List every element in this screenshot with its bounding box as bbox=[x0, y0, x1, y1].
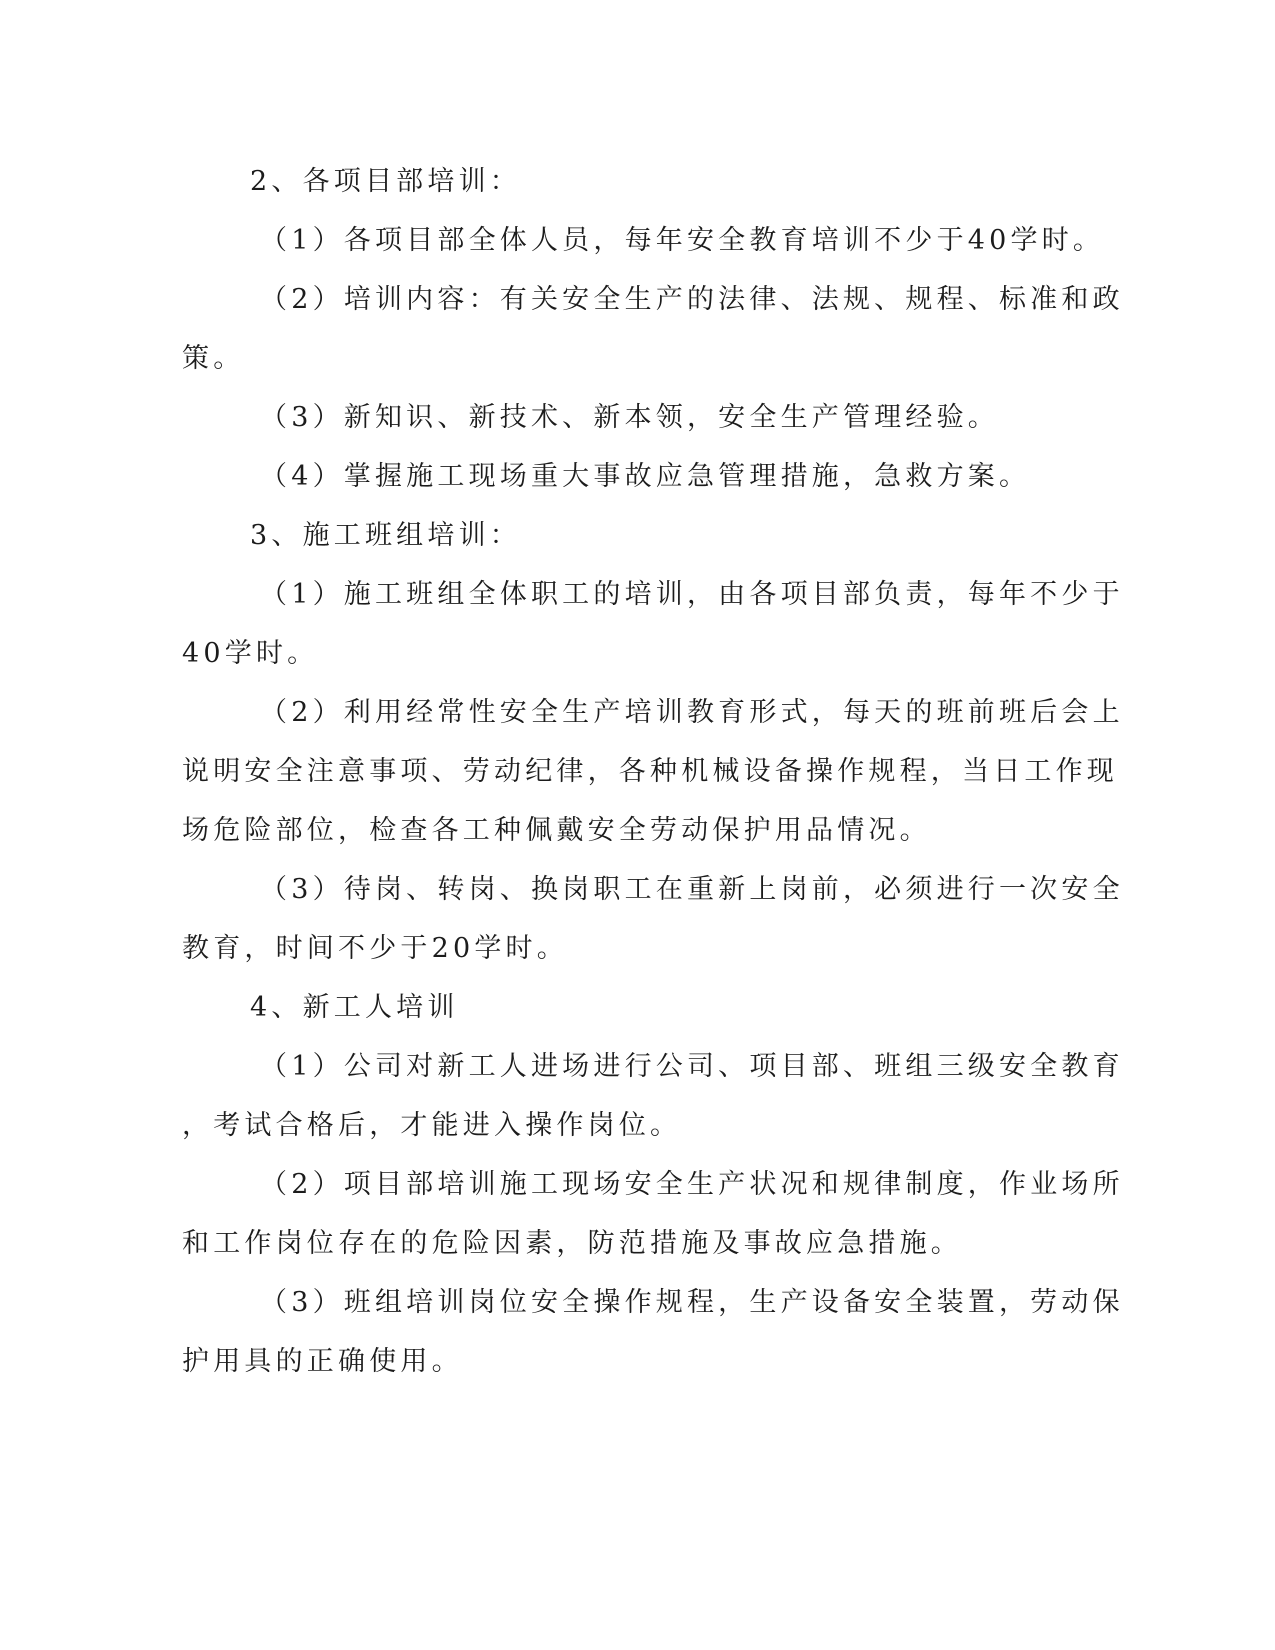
paragraph-line: （2）培训内容：有关安全生产的法律、法规、规程、标准和政 bbox=[260, 284, 1124, 315]
paragraph-line: 场危险部位，检查各工种佩戴安全劳动保护用品情况。 bbox=[182, 815, 931, 846]
paragraph-line: （2）项目部培训施工现场安全生产状况和规律制度，作业场所 bbox=[260, 1169, 1124, 1200]
paragraph-line: ，考试合格后，才能进入操作岗位。 bbox=[182, 1110, 682, 1141]
paragraph-line: 和工作岗位存在的危险因素，防范措施及事故应急措施。 bbox=[182, 1228, 962, 1259]
paragraph-line: （3）新知识、新技术、新本领，安全生产管理经验。 bbox=[260, 402, 999, 433]
paragraph-line: （1）公司对新工人进场进行公司、项目部、班组三级安全教育 bbox=[260, 1051, 1124, 1082]
paragraph-line: （1）各项目部全体人员，每年安全教育培训不少于40学时。 bbox=[260, 225, 1105, 256]
section-heading-3: 3、施工班组培训： bbox=[250, 520, 521, 551]
section-heading-4: 4、新工人培训 bbox=[250, 992, 459, 1023]
paragraph-line: （1）施工班组全体职工的培训，由各项目部负责，每年不少于 bbox=[260, 579, 1124, 610]
paragraph-line: （3）班组培训岗位安全操作规程，生产设备安全装置，劳动保 bbox=[260, 1287, 1124, 1318]
paragraph-line: 40学时。 bbox=[182, 638, 319, 669]
paragraph-line: （2）利用经常性安全生产培训教育形式，每天的班前班后会上 bbox=[260, 697, 1124, 728]
paragraph-line: 护用具的正确使用。 bbox=[182, 1346, 463, 1377]
paragraph-line: 说明安全注意事项、劳动纪律，各种机械设备操作规程，当日工作现 bbox=[182, 756, 1118, 787]
section-heading-2: 2、各项目部培训： bbox=[250, 166, 521, 197]
paragraph-line: （4）掌握施工现场重大事故应急管理措施，急救方案。 bbox=[260, 461, 1031, 492]
paragraph-line: （3）待岗、转岗、换岗职工在重新上岗前，必须进行一次安全 bbox=[260, 874, 1124, 905]
paragraph-line: 教育，时间不少于20学时。 bbox=[182, 933, 568, 964]
document-body bbox=[182, 152, 1124, 1391]
paragraph-line: 策。 bbox=[182, 343, 245, 374]
